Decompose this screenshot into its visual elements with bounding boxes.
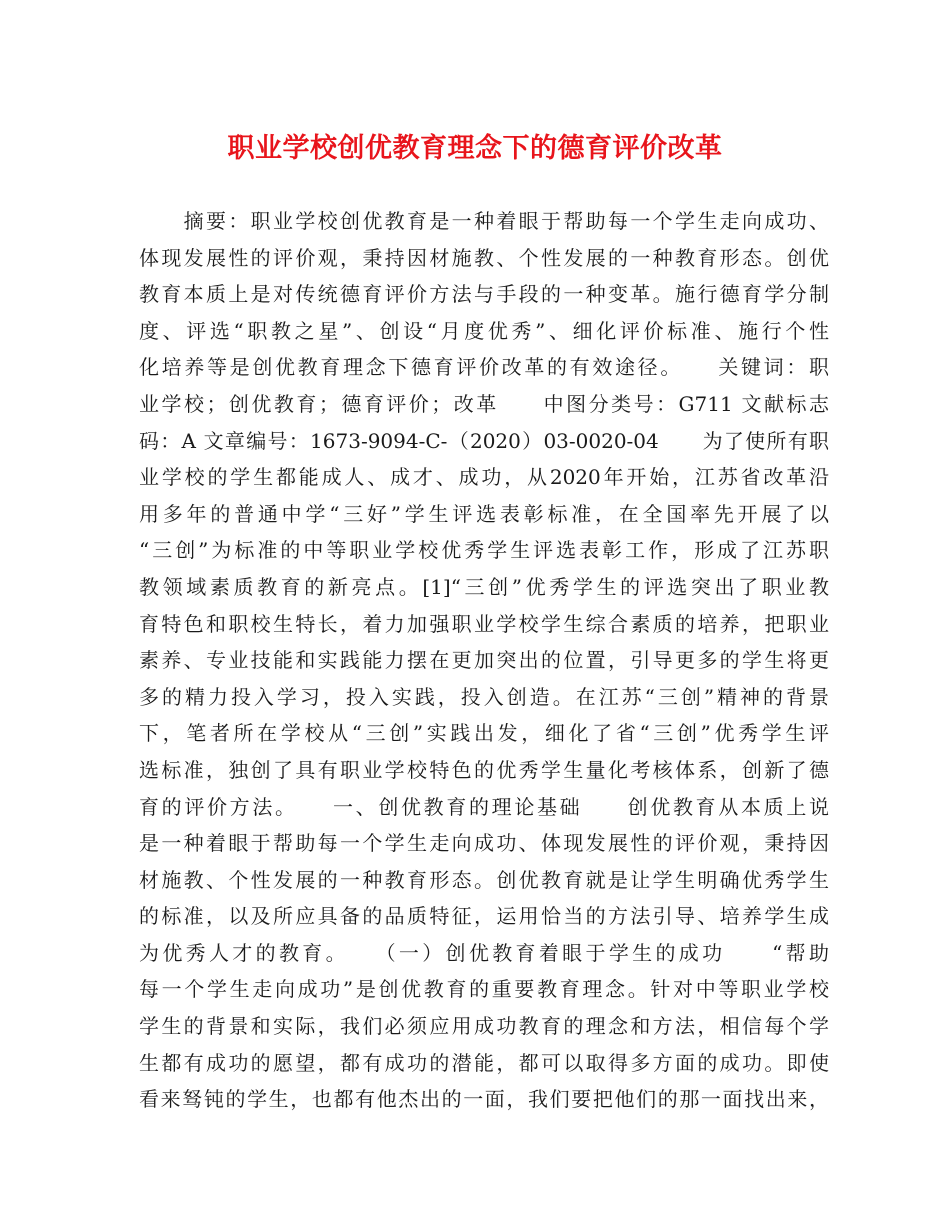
body-line: 摘要：职业学校创优教育是一种着眼于帮助每一个学生走向成功、 (139, 209, 829, 233)
body-line: 化培养等是创优教育理念下德育评价改革的有效途径。 关键词：职 (139, 355, 829, 380)
body-line: 育特色和职校生特长，着力加强职业学校学生综合素质的培养，把职业 (139, 611, 829, 636)
body-line: 为优秀人才的教育。 （一）创优教育着眼于学生的成功 “帮助 (139, 940, 829, 965)
body-line: 生都有成功的愿望，都有成功的潜能，都可以取得多方面的成功。即使 (139, 1050, 829, 1075)
body-line: 是一种着眼于帮助每一个学生走向成功、体现发展性的评价观，秉持因 (139, 831, 829, 856)
document-title: 职业学校创优教育理念下的德育评价改革 (227, 133, 723, 164)
body-line: 每一个学生走向成功”是创优教育的重要教育理念。针对中等职业学校 (139, 977, 829, 1002)
body-line: 体现发展性的评价观，秉持因材施教、个性发展的一种教育形态。创优 (139, 245, 829, 270)
body-line: 选标准，独创了具有职业学校特色的优秀学生量化考核体系，创新了德 (139, 757, 829, 782)
body-line: 材施教、个性发展的一种教育形态。创优教育就是让学生明确优秀学生 (139, 867, 829, 892)
body-line: 育的评价方法。 一、创优教育的理论基础 创优教育从本质上说 (139, 794, 829, 819)
body-line: 素养、专业技能和实践能力摆在更加突出的位置，引导更多的学生将更 (139, 648, 829, 673)
body-line: 度、评选“职教之星”、创设“月度优秀”、细化评价标准、施行个性 (139, 318, 829, 343)
body-line: 看来驽钝的学生，也都有他杰出的一面，我们要把他们的那一面找出来， (139, 1087, 829, 1112)
body-line: 多的精力投入学习，投入实践，投入创造。在江苏“三创”精神的背景 (139, 684, 829, 709)
body-line: 教领域素质教育的新亮点。[1]“三创”优秀学生的评选突出了职业教 (139, 574, 829, 599)
document-body (139, 203, 829, 1118)
body-line: 码：A 文章编号：1673-9094-C-（2020）03-0020-04 为了使所有职 (139, 428, 829, 453)
body-line: 业学校的学生都能成人、成才、成功，从2020年开始，江苏省改革沿 (139, 465, 829, 490)
body-line: 学生的背景和实际，我们必须应用成功教育的理念和方法，相信每个学 (139, 1014, 829, 1039)
body-line: “三创”为标准的中等职业学校优秀学生评选表彰工作，形成了江苏职 (139, 538, 829, 563)
body-line: 业学校；创优教育；德育评价；改革 中图分类号：G711 文献标志 (139, 391, 829, 416)
body-line: 的标准，以及所应具备的品质特征，运用恰当的方法引导、培养学生成 (139, 904, 829, 929)
body-line: 下，笔者所在学校从“三创”实践出发，细化了省“三创”优秀学生评 (139, 721, 829, 746)
body-line: 教育本质上是对传统德育评价方法与手段的一种变革。施行德育学分制 (139, 282, 829, 307)
body-line: 用多年的普通中学“三好”学生评选表彰标准，在全国率先开展了以 (139, 501, 829, 526)
